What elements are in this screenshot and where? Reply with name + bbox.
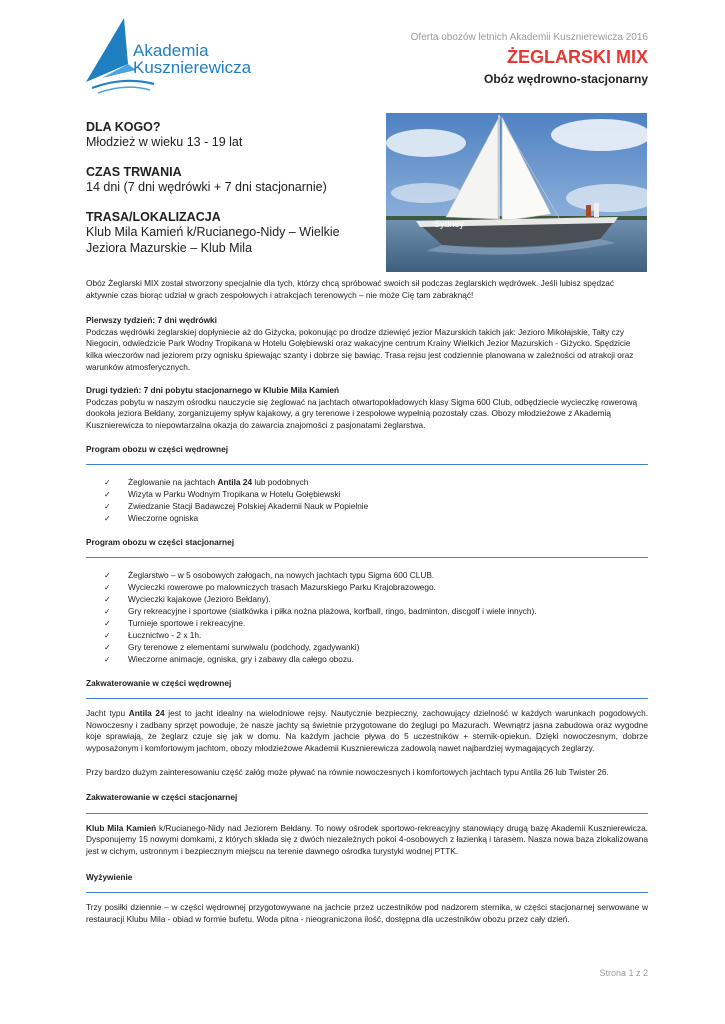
yacht-name: Antila 24 bbox=[128, 708, 165, 719]
checkmark-icon: ✓ bbox=[104, 571, 111, 581]
header-subtitle: Oferta obozów letnich Akademii Kusznierewicza 2016 bbox=[410, 32, 648, 43]
route-line2: Jeziora Mazurskie – Klub Mila bbox=[86, 241, 253, 255]
zakwaterowanie-stacjonarne-title: Zakwaterowanie w części stacjonarnej bbox=[86, 792, 238, 803]
checkmark-icon: ✓ bbox=[104, 595, 111, 605]
program-item-text: Turnieje sportowe i rekreacyjne. bbox=[128, 617, 246, 628]
program-item bbox=[104, 606, 648, 618]
who-value: Młodzież w wieku 13 - 19 lat bbox=[86, 135, 243, 149]
program-item-text: Żeglowanie na jachtach bbox=[128, 477, 218, 488]
checkmark-icon: ✓ bbox=[104, 654, 111, 664]
checkmark-icon: ✓ bbox=[104, 490, 111, 500]
route-value bbox=[86, 224, 376, 256]
checkmark-icon: ✓ bbox=[104, 642, 111, 652]
checkmark-icon: ✓ bbox=[104, 607, 111, 617]
program-item bbox=[104, 642, 648, 654]
week2-text: Podczas pobytu w naszym ośrodku nauczycie się żeglować na jachtach otwartopokładowych klasy Sigma 600 Club, odbędziecie wycieczkę rowerową dookoła jeziora Bełdany, zorganizujemy spływ kajakowy, a gry terenowe i zespołowe wypełnią pozostały czas. Obozy młodzieżowe z Akademią Kusznierewicza to niepowtarzalna okazja do zawarcia znajomości z pasjonatami żeglarstwa. bbox=[86, 396, 638, 430]
program-item-text: Wieczorne ogniska bbox=[128, 512, 199, 523]
program-stacjonarny-title: Program obozu w części stacjonarnej bbox=[86, 536, 235, 547]
program-item bbox=[104, 513, 648, 525]
program-item-text: Wycieczki kajakowe (Jezioro Bełdany). bbox=[128, 594, 271, 605]
section-divider bbox=[86, 892, 648, 893]
program-item bbox=[104, 582, 648, 594]
program-item-text: Gry terenowe z elementami surwiwalu (podchody, zgadywanki) bbox=[128, 641, 360, 652]
route-label: TRASA/LOKALIZACJA bbox=[86, 210, 221, 224]
document-header bbox=[411, 32, 648, 86]
intro-paragraph: Obóz Żeglarski MIX został stworzony specjalnie dla tych, którzy chcą spróbować swoich sił podczas żeglarskich wędrówek. Jeśli lubisz spędzać aktywnie czas biorąc udział w grach zespołowych i atrakcjach terenowych – nie może Cię tam zabraknąć! bbox=[86, 278, 614, 300]
program-item-text: Gry rekreacyjne i sportowe (siatkówka i piłka nożna plażowa, korfball, ringo, badminton, discgolf i wiele innych). bbox=[128, 606, 537, 617]
zakwaterowanie-wedrowne-p2: Przy bardzo dużym zainteresowaniu część załóg może pływać na równie nowoczesnych i komfortowych jachtach typu Antila 26 lub Twister 26. bbox=[86, 766, 609, 777]
wyzywienie-text: Trzy posiłki dziennie – w części wędrownej przygotowywane na jachcie przez uczestników pod nadzorem sternika, w części stacjonarnej serwowane w restauracji Klubu Mila - obiad w formie bufetu. Woda pitna - nieograniczona ilość, dostępna dla uczestników obozu przez cały dzień. bbox=[86, 902, 648, 924]
academy-logo bbox=[84, 14, 252, 94]
program-item bbox=[104, 570, 648, 582]
program-item-text: lub podobnych bbox=[252, 477, 309, 488]
camp-type: Obóz wędrowno-stacjonarny bbox=[483, 72, 648, 86]
logo-line2: Kusznierewicza bbox=[133, 58, 252, 77]
route-line1: Klub Mila Kamień k/Rucianego-Nidy – Wielkie bbox=[86, 225, 340, 239]
checkmark-icon: ✓ bbox=[104, 618, 111, 628]
section-divider bbox=[86, 557, 648, 558]
duration-label: CZAS TRWANIA bbox=[86, 165, 182, 179]
program-item-text: Łucznictwo - 2 x 1h. bbox=[128, 629, 202, 640]
logo-line1: Akademia bbox=[133, 41, 209, 60]
program-stacjonarny-list bbox=[104, 570, 648, 665]
who-label: DLA KOGO? bbox=[86, 120, 161, 134]
main-content bbox=[86, 278, 648, 925]
info-block bbox=[86, 120, 376, 271]
program-item bbox=[104, 477, 648, 489]
program-item-text: Zwiedzanie Stacji Badawczej Polskiej Akademii Nauk w Popielnie bbox=[128, 500, 369, 511]
page-title: ŻEGLARSKI MIX bbox=[506, 47, 648, 67]
program-item-text: Antila 24 bbox=[217, 477, 253, 488]
program-item-text: Wycieczki rowerowe po malowniczych trasach Mazurskiego Parku Krajobrazowego. bbox=[128, 582, 436, 593]
checkmark-icon: ✓ bbox=[104, 478, 111, 488]
program-wedrowny-list bbox=[104, 477, 648, 525]
section-divider bbox=[86, 813, 648, 814]
checkmark-icon: ✓ bbox=[104, 513, 111, 523]
zakwaterowanie-wedrowne-title: Zakwaterowanie w części wędrownej bbox=[86, 677, 232, 688]
program-item-text: Wizyta w Parku Wodnym Tropikana w Hotelu Gołębiewski bbox=[128, 489, 341, 500]
page-number: Strona 1 z 2 bbox=[599, 968, 648, 978]
checkmark-icon: ✓ bbox=[104, 630, 111, 640]
zakwaterowanie-stacjonarne-p bbox=[86, 823, 648, 858]
section-divider bbox=[86, 464, 648, 465]
text-run: Jacht typu bbox=[86, 708, 129, 719]
program-item-text: Żeglarstwo – w 5 osobowych załogach, na nowych jachtach typu Sigma 600 CLUB. bbox=[128, 570, 435, 581]
week1-title: Pierwszy tydzień: 7 dni wędrówki bbox=[86, 315, 217, 326]
club-name: Klub Mila Kamień bbox=[86, 822, 157, 833]
program-item bbox=[104, 630, 648, 642]
duration-value: 14 dni (7 dni wędrówki + 7 dni stacjonarnie) bbox=[86, 180, 327, 194]
week1-text: Podczas wędrówki żeglarskiej dopłyniecie aż do Giżycka, pokonując po drodze dziewięć jezior Mazurskich takich jak: Jezioro Mikołajskie, Tałty czy Niegocin, odwiedzicie Park Wodny Tropikana w Hotelu Gołębiewski oraz wakacyjne centrum Krainy Wielkich Jezior Mazurskich - Giżycko. Spędzicie kilka wieczorów nad jeziorem przy ognisku śpiewając szanty i dobrze się bawiąc. Trasa rejsu jest codziennie planowana w zależności od atrakcji oraz warunków atmosferycznych. bbox=[86, 326, 634, 372]
program-item bbox=[104, 654, 648, 666]
week2-title: Drugi tydzień: 7 dni pobytu stacjonarnego w Klubie Mila Kamień bbox=[86, 385, 340, 396]
boat-name-label: Sydney bbox=[434, 219, 465, 229]
checkmark-icon: ✓ bbox=[104, 501, 111, 511]
text-run: jest to jacht idealny na wielodniowe rejsy. Nautycznie bezpieczny, zachowujący dzielność w każdych warunkach pogodowych. Nowoczesny i zadbany sprzęt powoduje, że nasze jachty są świetnie przygotowane do żeglugi po Mazurach. Wewnątrz jasna zabudowa oraz wygodne koje sprawiają, że żeglarz czuje się jak w domu. Na każdym jachcie pływa do 5 uczestników + sternik-opiekun. Dzięki nowoczesnym, dobrze wyposażonym i komfortowym jachtom, obozy młodzieżowe Akademii Kusznierewicza zadowolą nawet najbardziej wymagających żeglarzy. bbox=[86, 708, 648, 753]
text-run: k/Rucianego-Nidy nad Jeziorem Bełdany. To nowy ośrodek sportowo-rekreacyjny stanowiący drugą bazę Akademii Kusznierewicza. Dysponujemy 15 nowymi domkami, z których składa się z dwóch niezależnych pokoi 4-osobowych z łazienką i tarasem. Nasza nowa baza zlokalizowana jest w cichym, ustronnym i bezpiecznym miejscu na terenie dawnego ośrodka turystyki wodnej PTTK. bbox=[86, 822, 648, 856]
program-item bbox=[104, 594, 648, 606]
wyzywienie-title: Wyżywienie bbox=[86, 871, 133, 882]
program-item bbox=[104, 618, 648, 630]
program-item-text: Wieczorne animacje, ogniska, gry i zabawy dla całego obozu. bbox=[128, 653, 354, 664]
program-item bbox=[104, 489, 648, 501]
checkmark-icon: ✓ bbox=[104, 583, 111, 593]
zakwaterowanie-wedrowne-p1 bbox=[86, 708, 648, 754]
program-wedrowny-title: Program obozu w części wędrownej bbox=[86, 443, 228, 454]
section-divider bbox=[86, 698, 648, 699]
program-item bbox=[104, 501, 648, 513]
sailboat-photo bbox=[386, 113, 647, 272]
